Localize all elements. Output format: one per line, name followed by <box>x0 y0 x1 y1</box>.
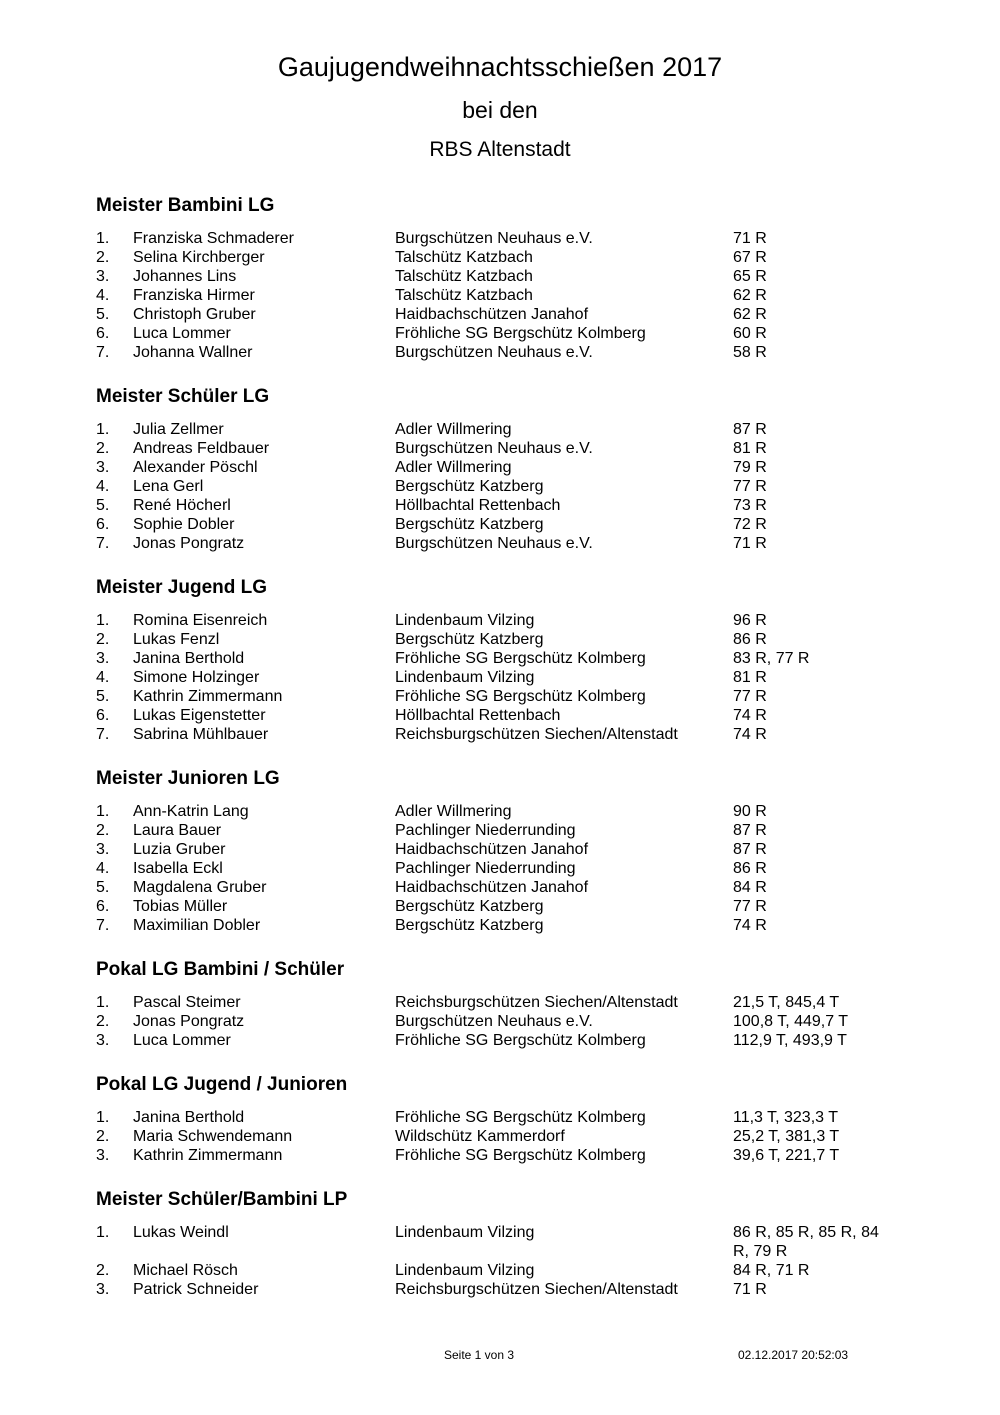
shooter-name: Selina Kirchberger <box>133 249 265 266</box>
result-row <box>96 1280 916 1299</box>
result-row <box>96 1223 916 1261</box>
result-row <box>96 458 916 477</box>
club-name: Lindenbaum Vilzing <box>395 1262 535 1279</box>
rank-cell: 5. <box>96 688 110 705</box>
rank-cell: 7. <box>96 535 110 552</box>
result-row <box>96 897 916 916</box>
result-value: 25,2 T, 381,3 T <box>733 1128 840 1145</box>
shooter-name: Luzia Gruber <box>133 841 226 858</box>
result-row <box>96 993 916 1012</box>
section-title: Pokal LG Jugend / Junioren <box>96 1074 348 1095</box>
club-name: Burgschützen Neuhaus e.V. <box>395 230 593 247</box>
shooter-name: Maximilian Dobler <box>133 917 261 934</box>
club-name: Adler Willmering <box>395 421 512 438</box>
result-value: 74 R <box>733 707 767 724</box>
rank-cell: 1. <box>96 612 110 629</box>
shooter-name: Luca Lommer <box>133 325 231 342</box>
shooter-name: Jonas Pongratz <box>133 535 245 552</box>
result-value: 86 R <box>733 631 767 648</box>
club-name: Fröhliche SG Bergschütz Kolmberg <box>395 650 646 667</box>
rank-cell: 7. <box>96 917 110 934</box>
result-row <box>96 687 916 706</box>
result-row <box>96 1146 916 1165</box>
club-name: Höllbachtal Rettenbach <box>395 707 561 724</box>
result-row <box>96 267 916 286</box>
club-name: Lindenbaum Vilzing <box>395 1224 535 1241</box>
shooter-name: Johannes Lins <box>133 268 237 285</box>
result-value: 77 R <box>733 688 767 705</box>
result-value: 60 R <box>733 325 767 342</box>
result-value: 100,8 T, 449,7 T <box>733 1013 849 1030</box>
rank-cell: 2. <box>96 1262 110 1279</box>
result-value: 67 R <box>733 249 767 266</box>
result-section <box>96 575 916 744</box>
result-value: 71 R <box>733 230 767 247</box>
result-section <box>96 1187 916 1299</box>
club-name: Fröhliche SG Bergschütz Kolmberg <box>395 1032 646 1049</box>
club-name: Bergschütz Katzberg <box>395 516 544 533</box>
shooter-name: Janina Berthold <box>133 1109 245 1126</box>
shooter-name: Romina Eisenreich <box>133 612 268 629</box>
result-row <box>96 1031 916 1050</box>
result-value: 65 R <box>733 268 767 285</box>
result-value: 74 R <box>733 726 767 743</box>
club-name: Talschütz Katzbach <box>395 287 533 304</box>
result-row <box>96 229 916 248</box>
shooter-name: Andreas Feldbauer <box>133 440 270 457</box>
rank-cell: 6. <box>96 898 110 915</box>
rank-cell: 6. <box>96 516 110 533</box>
result-value: 77 R <box>733 898 767 915</box>
result-section <box>96 384 916 553</box>
shooter-name: Tobias Müller <box>133 898 228 915</box>
result-row <box>96 286 916 305</box>
rank-cell: 3. <box>96 1147 110 1164</box>
club-name: Talschütz Katzbach <box>395 249 533 266</box>
rank-cell: 2. <box>96 822 110 839</box>
result-value: 81 R <box>733 669 767 686</box>
shooter-name: Franziska Schmaderer <box>133 230 294 247</box>
result-value: 39,6 T, 221,7 T <box>733 1147 840 1164</box>
result-section <box>96 1072 916 1165</box>
shooter-name: Michael Rösch <box>133 1262 238 1279</box>
result-value: 87 R <box>733 822 767 839</box>
page-subtitle: bei den <box>462 97 538 123</box>
club-name: Fröhliche SG Bergschütz Kolmberg <box>395 1109 646 1126</box>
result-row <box>96 706 916 725</box>
result-value: 87 R <box>733 421 767 438</box>
result-row <box>96 248 916 267</box>
shooter-name: Kathrin Zimmermann <box>133 1147 283 1164</box>
shooter-name: Ann-Katrin Lang <box>133 803 249 820</box>
result-value: 71 R <box>733 535 767 552</box>
result-row <box>96 916 916 935</box>
result-value: 72 R <box>733 516 767 533</box>
result-row <box>96 343 916 362</box>
result-section <box>96 957 916 1050</box>
section-title: Meister Junioren LG <box>96 768 280 789</box>
result-row <box>96 305 916 324</box>
result-value: 21,5 T, 845,4 T <box>733 994 840 1011</box>
club-name: Burgschützen Neuhaus e.V. <box>395 440 593 457</box>
result-section <box>96 766 916 935</box>
result-value: 84 R, 71 R <box>733 1262 810 1279</box>
club-name: Höllbachtal Rettenbach <box>395 497 561 514</box>
result-value: 58 R <box>733 344 767 361</box>
result-row <box>96 515 916 534</box>
section-title: Meister Schüler LG <box>96 386 270 407</box>
section-title: Meister Jugend LG <box>96 577 268 598</box>
rank-cell: 3. <box>96 1032 110 1049</box>
club-name: Bergschütz Katzberg <box>395 478 544 495</box>
result-value: 112,9 T, 493,9 T <box>733 1032 847 1049</box>
result-value: 87 R <box>733 841 767 858</box>
shooter-name: Johanna Wallner <box>133 344 253 361</box>
shooter-name: Laura Bauer <box>133 822 222 839</box>
shooter-name: Julia Zellmer <box>133 421 224 438</box>
result-value: 73 R <box>733 497 767 514</box>
shooter-name: Pascal Steimer <box>133 994 241 1011</box>
result-row <box>96 1261 916 1280</box>
club-name: Fröhliche SG Bergschütz Kolmberg <box>395 325 646 342</box>
shooter-name: Maria Schwendemann <box>133 1128 293 1145</box>
shooter-name: Lukas Eigenstetter <box>133 707 266 724</box>
shooter-name: Franziska Hirmer <box>133 287 255 304</box>
result-value: 62 R <box>733 287 767 304</box>
shooter-name: Simone Holzinger <box>133 669 260 686</box>
rank-cell: 4. <box>96 669 110 686</box>
rank-cell: 3. <box>96 650 110 667</box>
rank-cell: 1. <box>96 230 110 247</box>
shooter-name: Magdalena Gruber <box>133 879 267 896</box>
club-name: Lindenbaum Vilzing <box>395 612 535 629</box>
rank-cell: 2. <box>96 1128 110 1145</box>
shooter-name: Luca Lommer <box>133 1032 231 1049</box>
result-value: 96 R <box>733 612 767 629</box>
result-value: 86 R <box>733 860 767 877</box>
rank-cell: 1. <box>96 1109 110 1126</box>
club-name: Haidbachschützen Janahof <box>395 879 589 896</box>
result-value: 84 R <box>733 879 767 896</box>
result-value: 77 R <box>733 478 767 495</box>
rank-cell: 4. <box>96 860 110 877</box>
result-value: 90 R <box>733 803 767 820</box>
rank-cell: 7. <box>96 726 110 743</box>
rank-cell: 3. <box>96 1281 110 1298</box>
club-name: Reichsburgschützen Siechen/Altenstadt <box>395 994 678 1011</box>
rank-cell: 1. <box>96 421 110 438</box>
result-row <box>96 649 916 668</box>
rank-cell: 3. <box>96 841 110 858</box>
result-row <box>96 420 916 439</box>
rank-cell: 3. <box>96 268 110 285</box>
club-name: Burgschützen Neuhaus e.V. <box>395 535 593 552</box>
result-row <box>96 821 916 840</box>
rank-cell: 3. <box>96 459 110 476</box>
result-row <box>96 439 916 458</box>
page-number: Seite 1 von 3 <box>443 1348 515 1362</box>
shooter-name: Isabella Eckl <box>133 860 223 877</box>
result-row <box>96 859 916 878</box>
club-name: Bergschütz Katzberg <box>395 898 544 915</box>
club-name: Bergschütz Katzberg <box>395 631 544 648</box>
club-name: Fröhliche SG Bergschütz Kolmberg <box>395 1147 646 1164</box>
page-venue: RBS Altenstadt <box>429 138 571 161</box>
shooter-name: Alexander Pöschl <box>133 459 258 476</box>
result-row <box>96 1108 916 1127</box>
shooter-name: Lukas Weindl <box>133 1224 229 1241</box>
shooter-name: Janina Berthold <box>133 650 245 667</box>
result-value: 79 R <box>733 459 767 476</box>
shooter-name: Sophie Dobler <box>133 516 235 533</box>
result-row <box>96 1012 916 1031</box>
rank-cell: 2. <box>96 249 110 266</box>
shooter-name: René Höcherl <box>133 497 231 514</box>
rank-cell: 4. <box>96 287 110 304</box>
shooter-name: Kathrin Zimmermann <box>133 688 283 705</box>
rank-cell: 5. <box>96 497 110 514</box>
shooter-name: Lena Gerl <box>133 478 204 495</box>
result-row <box>96 725 916 744</box>
club-name: Reichsburgschützen Siechen/Altenstadt <box>395 726 678 743</box>
club-name: Burgschützen Neuhaus e.V. <box>395 344 593 361</box>
club-name: Bergschütz Katzberg <box>395 917 544 934</box>
rank-cell: 5. <box>96 879 110 896</box>
page-title: Gaujugendweihnachtsschießen 2017 <box>277 52 723 82</box>
result-row <box>96 630 916 649</box>
club-name: Adler Willmering <box>395 459 512 476</box>
print-timestamp: 02.12.2017 20:52:03 <box>738 1348 849 1362</box>
section-title: Meister Schüler/Bambini LP <box>96 1189 348 1210</box>
rank-cell: 1. <box>96 803 110 820</box>
result-value: 86 R, 85 R, 85 R, 84 R, 79 R <box>733 1224 879 1260</box>
result-row <box>96 668 916 687</box>
result-row <box>96 878 916 897</box>
result-row <box>96 611 916 630</box>
result-row <box>96 534 916 553</box>
result-row <box>96 1127 916 1146</box>
club-name: Haidbachschützen Janahof <box>395 841 589 858</box>
club-name: Talschütz Katzbach <box>395 268 533 285</box>
result-row <box>96 802 916 821</box>
club-name: Adler Willmering <box>395 803 512 820</box>
result-row <box>96 496 916 515</box>
result-row <box>96 477 916 496</box>
result-row <box>96 840 916 859</box>
rank-cell: 6. <box>96 325 110 342</box>
shooter-name: Christoph Gruber <box>133 306 256 323</box>
result-value: 83 R, 77 R <box>733 650 810 667</box>
rank-cell: 4. <box>96 478 110 495</box>
club-name: Haidbachschützen Janahof <box>395 306 589 323</box>
result-value: 74 R <box>733 917 767 934</box>
rank-cell: 6. <box>96 707 110 724</box>
section-title: Meister Bambini LG <box>96 195 275 216</box>
result-value: 62 R <box>733 306 767 323</box>
club-name: Pachlinger Niederrunding <box>395 860 576 877</box>
rank-cell: 1. <box>96 994 110 1011</box>
club-name: Reichsburgschützen Siechen/Altenstadt <box>395 1281 678 1298</box>
club-name: Burgschützen Neuhaus e.V. <box>395 1013 593 1030</box>
result-row <box>96 324 916 343</box>
shooter-name: Jonas Pongratz <box>133 1013 245 1030</box>
result-section <box>96 193 916 362</box>
results-list <box>96 193 916 1321</box>
result-value: 71 R <box>733 1281 767 1298</box>
club-name: Pachlinger Niederrunding <box>395 822 576 839</box>
club-name: Wildschütz Kammerdorf <box>395 1128 565 1145</box>
shooter-name: Lukas Fenzl <box>133 631 220 648</box>
rank-cell: 2. <box>96 440 110 457</box>
club-name: Fröhliche SG Bergschütz Kolmberg <box>395 688 646 705</box>
shooter-name: Patrick Schneider <box>133 1281 259 1298</box>
rank-cell: 2. <box>96 631 110 648</box>
shooter-name: Sabrina Mühlbauer <box>133 726 269 743</box>
section-title: Pokal LG Bambini / Schüler <box>96 959 345 980</box>
result-value: 81 R <box>733 440 767 457</box>
rank-cell: 1. <box>96 1224 110 1241</box>
club-name: Lindenbaum Vilzing <box>395 669 535 686</box>
rank-cell: 2. <box>96 1013 110 1030</box>
rank-cell: 7. <box>96 344 110 361</box>
rank-cell: 5. <box>96 306 110 323</box>
result-value: 11,3 T, 323,3 T <box>733 1109 838 1126</box>
